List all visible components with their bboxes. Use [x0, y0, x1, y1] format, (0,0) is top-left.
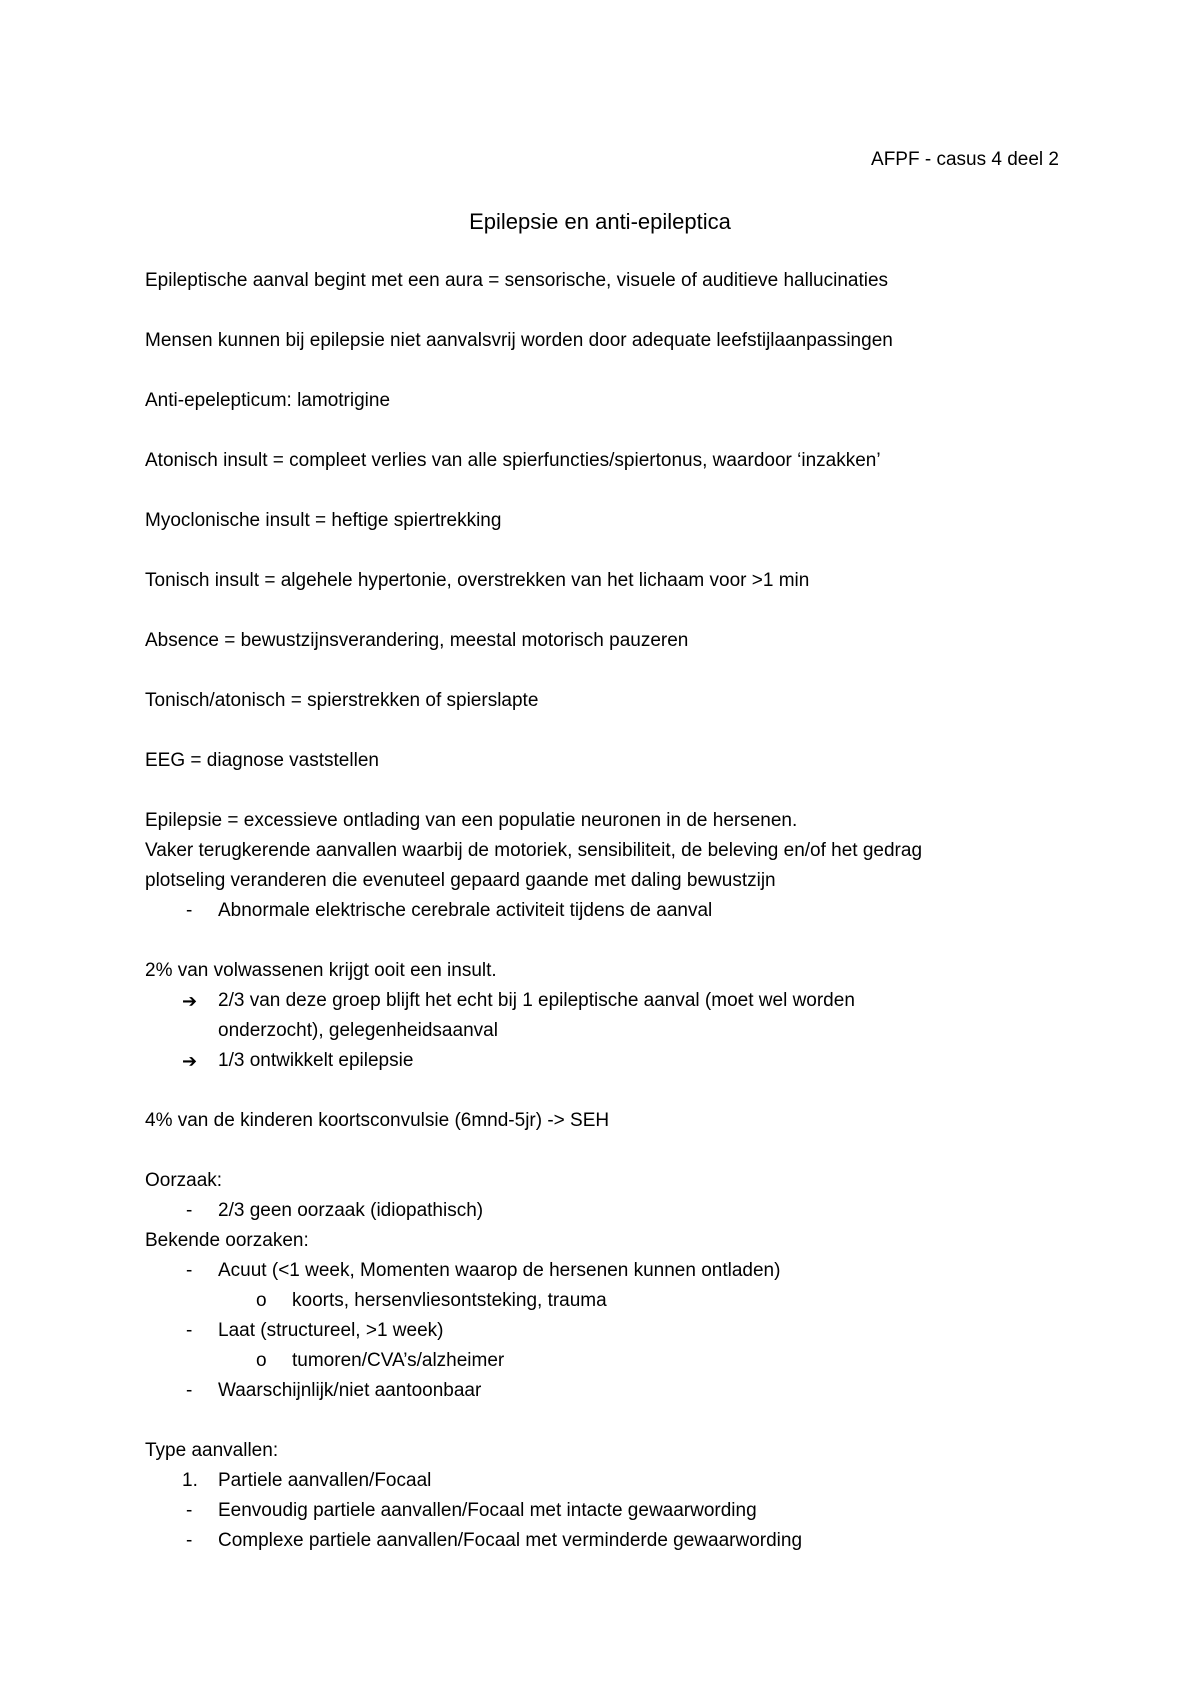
dash-bullet: -	[186, 1260, 193, 1281]
fact-absence: Absence = bewustzijnsverandering, meestal motorisch pauzeren	[145, 630, 689, 651]
document-body	[145, 266, 1075, 1556]
type-partiele: Partiele aanvallen/Focaal	[218, 1470, 432, 1491]
circle-bullet: o	[256, 1290, 267, 1311]
fact-tonisch-atonisch: Tonisch/atonisch = spierstrekken of spierslapte	[145, 690, 539, 711]
list-item	[145, 1526, 1075, 1556]
fact-leefstijl: Mensen kunnen bij epilepsie niet aanvalsvrij worden door adequate leefstijlaanpassingen	[145, 330, 893, 351]
dash-bullet: -	[186, 900, 193, 921]
stats-arrow1-line1: 2/3 van deze groep blijft het echt bij 1 epileptische aanval (moet wel worden	[218, 990, 855, 1011]
list-item	[145, 1346, 1075, 1376]
list-item	[145, 1046, 1075, 1076]
fact-lamotrigine: Anti-epelepticum: lamotrigine	[145, 390, 391, 411]
fact-aura: Epileptische aanval begint met een aura = sensorische, visuele of auditieve hallucinaties	[145, 270, 889, 291]
fact-atonisch-insult: Atonisch insult = compleet verlies van alle spierfuncties/spiertonus, waardoor ‘inzakken’	[145, 450, 881, 471]
document-title: Epilepsie en anti-epileptica	[469, 209, 731, 234]
oorzaak-acuut-sub: koorts, hersenvliesontsteking, trauma	[292, 1290, 607, 1311]
arrow-bullet-icon: ➔	[182, 1051, 198, 1071]
list-item	[145, 1316, 1075, 1346]
stats-arrow2-text: 1/3 ontwikkelt epilepsie	[218, 1050, 414, 1071]
epilepsie-description-line1: Vaker terugkerende aanvallen waarbij de motoriek, sensibiliteit, de beleving en/of het gedrag	[145, 840, 923, 861]
dash-bullet: -	[186, 1200, 193, 1221]
list-item	[145, 1466, 1075, 1496]
oorzaak-laat-sub: tumoren/CVA’s/alzheimer	[292, 1350, 505, 1371]
number-marker: 1.	[182, 1470, 198, 1491]
fact-myoclonische-insult: Myoclonische insult = heftige spiertrekking	[145, 510, 502, 531]
fact-tonisch-insult: Tonisch insult = algehele hypertonie, overstrekken van het lichaam voor >1 min	[145, 570, 810, 591]
document-header: AFPF - casus 4 deel 2	[871, 149, 1059, 170]
list-item	[145, 1496, 1075, 1526]
arrow-bullet-icon: ➔	[182, 991, 198, 1011]
epilepsie-bullet-text: Abnormale elektrische cerebrale activiteit tijdens de aanval	[218, 900, 713, 921]
dash-bullet: -	[186, 1530, 193, 1551]
stats-arrow1-line2: onderzocht), gelegenheidsaanval	[218, 1020, 498, 1041]
type-heading: Type aanvallen:	[145, 1440, 279, 1461]
list-item	[145, 986, 1075, 1046]
oorzaak-waarschijnlijk: Waarschijnlijk/niet aantoonbaar	[218, 1380, 482, 1401]
oorzaak-acuut: Acuut (<1 week, Momenten waarop de hersenen kunnen ontladen)	[218, 1260, 781, 1281]
list-item	[145, 896, 1075, 926]
list-item	[145, 1196, 1075, 1226]
stats-line: 2% van volwassenen krijgt ooit een insult.	[145, 960, 497, 981]
list-item	[145, 1286, 1075, 1316]
dash-bullet: -	[186, 1500, 193, 1521]
kinderen-line: 4% van de kinderen koortsconvulsie (6mnd-5jr) -> SEH	[145, 1110, 610, 1131]
fact-eeg: EEG = diagnose vaststellen	[145, 750, 379, 771]
oorzaak-laat: Laat (structureel, >1 week)	[218, 1320, 444, 1341]
circle-bullet: o	[256, 1350, 267, 1371]
list-item	[145, 1256, 1075, 1286]
dash-bullet: -	[186, 1380, 193, 1401]
list-item	[145, 1376, 1075, 1406]
type-eenvoudig: Eenvoudig partiele aanvallen/Focaal met intacte gewaarwording	[218, 1500, 757, 1521]
oorzaak-heading: Oorzaak:	[145, 1170, 223, 1191]
dash-bullet: -	[186, 1320, 193, 1341]
epilepsie-definition: Epilepsie = excessieve ontlading van een populatie neuronen in de hersenen.	[145, 810, 798, 831]
oorzaak-item-idiopathisch: 2/3 geen oorzaak (idiopathisch)	[218, 1200, 484, 1221]
epilepsie-description-line2: plotseling veranderen die evenuteel gepaard gaande met daling bewustzijn	[145, 870, 776, 891]
type-complexe: Complexe partiele aanvallen/Focaal met verminderde gewaarwording	[218, 1530, 803, 1551]
bekende-oorzaken-heading: Bekende oorzaken:	[145, 1230, 309, 1251]
